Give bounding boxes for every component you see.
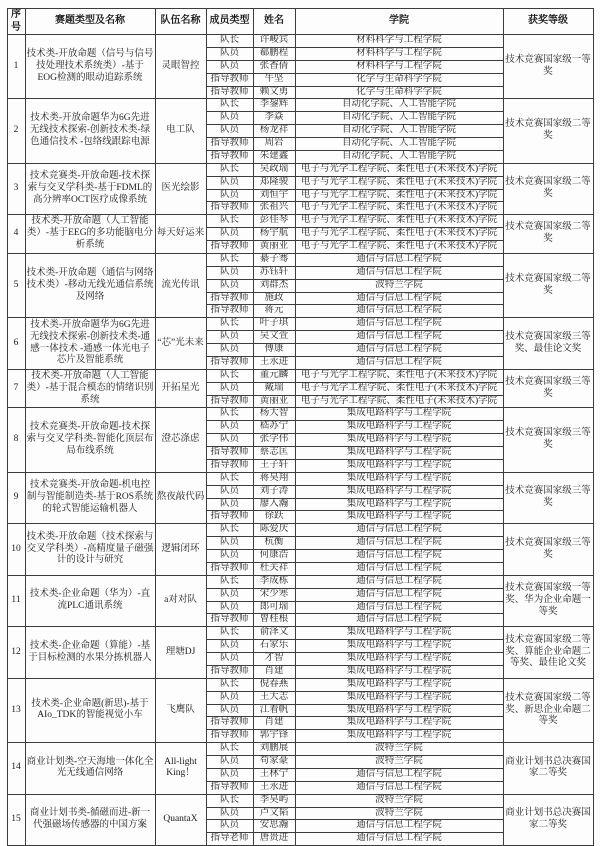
college-cell: 集成电路科学与工程学院	[295, 704, 503, 717]
member-name-cell: 石家乐	[253, 640, 295, 653]
header-row	[7, 9, 593, 35]
college-cell: 通信与信息工程学院	[295, 614, 503, 627]
member-role-cell: 队员	[206, 691, 253, 704]
member-role-cell: 队员	[206, 421, 253, 434]
member-name-cell: 俞泽文	[253, 627, 295, 640]
college-cell: 通信与信息工程学院	[295, 318, 503, 331]
member-role-cell: 指导教师	[206, 562, 253, 575]
member-role-cell: 指导教师	[206, 73, 253, 86]
award-cell: 技术竞赛国家级三等奖	[503, 524, 593, 576]
member-role-cell: 队员	[206, 266, 253, 279]
member-name-cell: 李鋆辉	[253, 99, 295, 112]
college-cell: 通信与信息工程学院	[295, 344, 503, 357]
award-cell: 技术竞赛国家级一等奖、华为企业命题一等奖	[503, 575, 593, 627]
member-name-cell: 吴文萱	[253, 331, 295, 344]
team-name-cell: 开拓星光	[155, 369, 206, 408]
member-role-cell: 队长	[206, 524, 253, 537]
member-row	[7, 524, 593, 537]
member-name-cell: 刘群杰	[253, 279, 295, 292]
member-row	[7, 627, 593, 640]
row-number-cell: 1	[7, 35, 25, 99]
member-name-cell: 杨龙祥	[253, 125, 295, 138]
member-name-cell: 彭佳琴	[253, 215, 295, 228]
member-role-cell: 队员	[206, 653, 253, 666]
college-cell: 自动化学院、人工智能学院	[295, 99, 503, 112]
college-cell: 自动化学院、人工智能学院	[295, 138, 503, 151]
team-name-cell: 灵眼智控	[155, 35, 206, 99]
topic-cell: 商业计划类-空天海地一体化全光无线通信网络	[25, 743, 155, 795]
row-number-cell: 10	[7, 524, 25, 576]
member-row	[7, 99, 593, 112]
member-name-cell: 卢文韬	[253, 807, 295, 820]
member-name-cell: 吴政瑞	[253, 163, 295, 176]
college-cell: 通信与信息工程学院	[295, 524, 503, 537]
college-cell: 化学与生命科学学院	[295, 73, 503, 86]
award-cell: 技术竞赛国家级三等奖	[503, 408, 593, 472]
college-cell: 通信与信息工程学院	[295, 550, 503, 563]
college-cell: 通信与信息工程学院	[295, 588, 503, 601]
award-cell: 技术竞赛国家级一等奖	[503, 35, 593, 99]
member-role-cell: 指导教师	[206, 447, 253, 460]
college-cell: 电子与光学工程学院、柔性电子(未来技术)学院	[295, 189, 503, 202]
member-name-cell: 廖入瀚	[253, 498, 295, 511]
row-number-cell: 13	[7, 678, 25, 742]
award-cell: 技术竞赛国家级三等奖、最佳论文奖	[503, 318, 593, 370]
team-table-body	[7, 35, 593, 846]
column-header-college: 学院	[295, 9, 503, 35]
member-name-cell: 张学伟	[253, 434, 295, 447]
college-cell: 集成电路科学与工程学院	[295, 678, 503, 691]
row-number-cell: 11	[7, 575, 25, 627]
member-name-cell: 苟家豪	[253, 756, 295, 769]
column-header-award: 获奖等级	[503, 9, 593, 35]
member-role-cell: 队员	[206, 189, 253, 202]
member-name-cell: 王林宁	[253, 768, 295, 781]
member-name-cell: 周岩	[253, 138, 295, 151]
member-name-cell: 苏钰轩	[253, 266, 295, 279]
member-name-cell: 何康浩	[253, 550, 295, 563]
member-role-cell: 指导教师	[206, 241, 253, 254]
member-role-cell: 队员	[206, 756, 253, 769]
topic-cell: 商业计划书类-循磁而进-新一代强磁场传感器的中国方案	[25, 794, 155, 846]
topic-cell: 技术竞赛类-开放命题-技术探索与交叉学科类-基于FDML的高分辨率OCT医疗成像系统	[25, 163, 155, 215]
member-role-cell: 队员	[206, 807, 253, 820]
member-role-cell: 队长	[206, 472, 253, 485]
member-role-cell: 指导老师	[206, 833, 253, 846]
member-name-cell: 张香倩	[253, 60, 295, 73]
college-cell: 通信与信息工程学院	[295, 575, 503, 588]
member-name-cell: 肖建	[253, 717, 295, 730]
row-number-cell: 9	[7, 472, 25, 524]
college-cell: 电子与光学工程学院、柔性电子(未来技术)学院	[295, 176, 503, 189]
college-cell: 集成电路科学与工程学院	[295, 472, 503, 485]
member-role-cell: 队长	[206, 627, 253, 640]
college-cell: 通信与信息工程学院	[295, 833, 503, 846]
college-cell: 自动化学院、人工智能学院	[295, 150, 503, 163]
award-cell: 技术竞赛国家级二等奖、算能企业命题二等奖、最佳论文奖	[503, 627, 593, 679]
member-role-cell: 指导教师	[206, 86, 253, 99]
member-name-cell: 李焱	[253, 112, 295, 125]
member-name-cell: 牛坚	[253, 73, 295, 86]
college-cell: 波特兰学院	[295, 794, 503, 807]
member-name-cell: 董元麟	[253, 369, 295, 382]
college-cell: 波特兰学院	[295, 756, 503, 769]
college-cell: 集成电路科学与工程学院	[295, 421, 503, 434]
member-name-cell: 郑隆骏	[253, 176, 295, 189]
member-role-cell: 指导教师	[206, 717, 253, 730]
member-role-cell: 指导教师	[206, 395, 253, 408]
member-role-cell: 队员	[206, 47, 253, 60]
college-cell: 集成电路科学与工程学院	[295, 408, 503, 421]
member-name-cell: 刘鹏展	[253, 743, 295, 756]
member-name-cell: 杭衡	[253, 537, 295, 550]
member-row	[7, 369, 593, 382]
column-header-role: 成员类型	[206, 9, 253, 35]
member-role-cell: 队员	[206, 820, 253, 833]
row-number-cell: 6	[7, 318, 25, 370]
college-cell: 波特兰学院	[295, 743, 503, 756]
member-role-cell: 指导教师	[206, 730, 253, 743]
member-role-cell: 指导教师	[206, 511, 253, 524]
member-name-cell: 王大志	[253, 691, 295, 704]
college-cell: 化学与生命科学学院	[295, 86, 503, 99]
college-cell: 通信与信息工程学院	[295, 305, 503, 318]
row-number-cell: 12	[7, 627, 25, 679]
member-role-cell: 队员	[206, 112, 253, 125]
member-name-cell: 李昊屿	[253, 794, 295, 807]
college-cell: 集成电路科学与工程学院	[295, 640, 503, 653]
member-name-cell: 王永进	[253, 781, 295, 794]
member-role-cell: 指导教师	[206, 305, 253, 318]
member-row	[7, 318, 593, 331]
member-role-cell: 队员	[206, 279, 253, 292]
member-role-cell: 队长	[206, 743, 253, 756]
member-name-cell: 李成栋	[253, 575, 295, 588]
member-name-cell: 才智	[253, 653, 295, 666]
college-cell: 集成电路科学与工程学院	[295, 717, 503, 730]
college-cell: 电子与光学工程学院、柔性电子(未来技术)学院	[295, 228, 503, 241]
member-role-cell: 队员	[206, 704, 253, 717]
college-cell: 集成电路科学与工程学院	[295, 730, 503, 743]
member-role-cell: 指导教师	[206, 292, 253, 305]
member-role-cell: 队长	[206, 215, 253, 228]
member-name-cell: 綦子骞	[253, 253, 295, 266]
member-role-cell: 队长	[206, 99, 253, 112]
college-cell: 电子与光学工程学院、柔性电子(未来技术)学院	[295, 215, 503, 228]
member-role-cell: 指导教师	[206, 202, 253, 215]
award-table	[7, 8, 594, 846]
college-cell: 集成电路科学与工程学院	[295, 627, 503, 640]
team-name-cell: a对对队	[155, 575, 206, 627]
college-cell: 集成电路科学与工程学院	[295, 653, 503, 666]
column-header-topic: 赛题类型及名称	[25, 9, 155, 35]
member-name-cell: 许峻宾	[253, 35, 295, 48]
member-name-cell: 刘恒宇	[253, 189, 295, 202]
column-header-team: 队伍名称	[155, 9, 206, 35]
member-role-cell: 队员	[206, 331, 253, 344]
member-role-cell: 队长	[206, 318, 253, 331]
college-cell: 通信与信息工程学院	[295, 356, 503, 369]
topic-cell: 技术类-企业命题（算能）-基于目标检测的水果分拣机器人	[25, 627, 155, 679]
award-cell: 技术竞赛国家级二等奖、新思企业命题二等奖	[503, 678, 593, 742]
college-cell: 集成电路科学与工程学院	[295, 498, 503, 511]
member-role-cell: 队长	[206, 575, 253, 588]
member-role-cell: 队员	[206, 550, 253, 563]
member-name-cell: 宋少寒	[253, 588, 295, 601]
member-role-cell: 队员	[206, 768, 253, 781]
member-name-cell: 杜关祥	[253, 562, 295, 575]
member-role-cell: 队长	[206, 35, 253, 48]
team-name-cell: 医光绘影	[155, 163, 206, 215]
member-name-cell: 朱建鑫	[253, 150, 295, 163]
award-cell: 技术竞赛国家级三等奖	[503, 472, 593, 524]
member-role-cell: 指导教师	[206, 665, 253, 678]
team-name-cell: “芯”光未来	[155, 318, 206, 370]
team-name-cell: 逻辑闭环	[155, 524, 206, 576]
college-cell: 通信与信息工程学院	[295, 331, 503, 344]
member-name-cell: 江着帆	[253, 704, 295, 717]
team-name-cell: 熬夜敲代码	[155, 472, 206, 524]
college-cell: 材料科学与工程学院	[295, 47, 503, 60]
member-role-cell: 队员	[206, 344, 253, 357]
member-row	[7, 163, 593, 176]
member-role-cell: 指导教师	[206, 614, 253, 627]
member-name-cell: 叶子琪	[253, 318, 295, 331]
topic-cell: 技术类-开放命题（技术探索与交叉学科类）-高精度量子磁强计的设计与研究	[25, 524, 155, 576]
team-name-cell: 流光传讯	[155, 253, 206, 317]
table-header	[7, 9, 593, 35]
college-cell: 电子与光学工程学院、柔性电子(未来技术)学院	[295, 369, 503, 382]
team-name-cell: 理塘DJ	[155, 627, 206, 679]
college-cell: 波特兰学院	[295, 807, 503, 820]
member-name-cell: 刘子涛	[253, 485, 295, 498]
row-number-cell: 2	[7, 99, 25, 163]
college-cell: 自动化学院、人工智能学院	[295, 112, 503, 125]
member-role-cell: 队员	[206, 60, 253, 73]
topic-cell: 技术竞赛类-开放命题-技术探索与交叉学科类-智能化顶层布局布线系统	[25, 408, 155, 472]
member-name-cell: 安思瀚	[253, 820, 295, 833]
member-name-cell: 蒋元	[253, 305, 295, 318]
team-name-cell: All-light King！	[155, 743, 206, 795]
team-name-cell: QuantaX	[155, 794, 206, 846]
member-name-cell: 陈爱庆	[253, 524, 295, 537]
member-role-cell: 队员	[206, 382, 253, 395]
award-cell: 技术竞赛国家级二等奖	[503, 253, 593, 317]
member-role-cell: 队员	[206, 601, 253, 614]
row-number-cell: 14	[7, 743, 25, 795]
college-cell: 电子与光学工程学院、柔性电子(未来技术)学院	[295, 202, 503, 215]
member-name-cell: 蒋昊翔	[253, 472, 295, 485]
college-cell: 电子与光学工程学院、柔性电子(未来技术)学院	[295, 163, 503, 176]
member-role-cell: 指导教师	[206, 150, 253, 163]
college-cell: 通信与信息工程学院	[295, 781, 503, 794]
member-name-cell: 王永进	[253, 356, 295, 369]
college-cell: 通信与信息工程学院	[295, 253, 503, 266]
member-name-cell: 曾桂根	[253, 614, 295, 627]
member-role-cell: 指导教师	[206, 138, 253, 151]
college-cell: 通信与信息工程学院	[295, 768, 503, 781]
college-cell: 电子与光学工程学院、柔性电子(未来技术)学院	[295, 241, 503, 254]
row-number-cell: 3	[7, 163, 25, 215]
team-name-cell: 电工队	[155, 99, 206, 163]
member-role-cell: 队长	[206, 369, 253, 382]
member-name-cell: 郭宇锋	[253, 730, 295, 743]
member-row	[7, 794, 593, 807]
member-role-cell: 队员	[206, 588, 253, 601]
member-name-cell: 蔡志匡	[253, 447, 295, 460]
college-cell: 集成电路科学与工程学院	[295, 665, 503, 678]
college-cell: 集成电路科学与工程学院	[295, 485, 503, 498]
member-name-cell: 赖文勇	[253, 86, 295, 99]
member-row	[7, 472, 593, 485]
member-role-cell: 指导教师	[206, 459, 253, 472]
topic-cell: 技术类-开放命题华为6G先进无线技术探索-创新技术类-绿色通信技术 -包络线跟踪电源	[25, 99, 155, 163]
member-name-cell: 施政	[253, 292, 295, 305]
topic-cell: 技术类-开放命题（人工智能类）-基于EEG的多功能脑电分析系统	[25, 215, 155, 254]
member-name-cell: 肖建	[253, 665, 295, 678]
member-row	[7, 253, 593, 266]
college-cell: 通信与信息工程学院	[295, 537, 503, 550]
topic-cell: 技术类-企业命题（华为）-直流PLC通讯系统	[25, 575, 155, 627]
member-role-cell: 队长	[206, 678, 253, 691]
row-number-cell: 7	[7, 369, 25, 408]
award-cell: 技术竞赛国家级二等奖	[503, 215, 593, 254]
college-cell: 电子与光学工程学院、柔性电子(未来技术)学院	[295, 382, 503, 395]
college-cell: 通信与信息工程学院	[295, 292, 503, 305]
member-name-cell: 张祖兴	[253, 202, 295, 215]
member-name-cell: 郎可瑞	[253, 601, 295, 614]
team-name-cell: 澄芯涤虑	[155, 408, 206, 472]
college-cell: 通信与信息工程学院	[295, 820, 503, 833]
college-cell: 材料科学与工程学院	[295, 60, 503, 73]
member-role-cell: 队长	[206, 408, 253, 421]
topic-cell: 技术类-开放命题（通信与网络技术类）-移动无线光通信系统及网络	[25, 253, 155, 317]
member-name-cell: 倪春燕	[253, 678, 295, 691]
member-row	[7, 408, 593, 421]
member-row	[7, 215, 593, 228]
member-name-cell: 黄丽亚	[253, 241, 295, 254]
college-cell: 集成电路科学与工程学院	[295, 459, 503, 472]
college-cell: 通信与信息工程学院	[295, 562, 503, 575]
row-number-cell: 8	[7, 408, 25, 472]
award-cell: 商业计划书总决赛国家二等奖	[503, 794, 593, 846]
member-role-cell: 队员	[206, 228, 253, 241]
college-cell: 波特兰学院	[295, 279, 503, 292]
member-role-cell: 指导教师	[206, 356, 253, 369]
member-name-cell: 唐贵进	[253, 833, 295, 846]
member-row	[7, 575, 593, 588]
team-name-cell: 每天好运来	[155, 215, 206, 254]
member-row	[7, 35, 593, 48]
award-cell: 技术竞赛国家级三等奖	[503, 369, 593, 408]
college-cell: 集成电路科学与工程学院	[295, 447, 503, 460]
topic-cell: 技术类-企业命题(新思)-基于AIo_TDK的智能视觉小车	[25, 678, 155, 742]
college-cell: 电子与光学工程学院、柔性电子(未来技术)学院	[295, 395, 503, 408]
college-cell: 自动化学院、人工智能学院	[295, 125, 503, 138]
member-name-cell: 杨大智	[253, 408, 295, 421]
column-header-no: 序号	[7, 9, 25, 35]
topic-cell: 技术类-开放命题（人工智能类）-基于混合模态的情绪识别系统	[25, 369, 155, 408]
row-number-cell: 15	[7, 794, 25, 846]
college-cell: 集成电路科学与工程学院	[295, 511, 503, 524]
topic-cell: 技术类-开放命题（信号与信号技处理技术系统类）-基于EOG检测的眼动追踪系统	[25, 35, 155, 99]
member-role-cell: 队长	[206, 794, 253, 807]
member-name-cell: 徐跃	[253, 511, 295, 524]
member-role-cell: 队员	[206, 434, 253, 447]
member-role-cell: 队员	[206, 485, 253, 498]
topic-cell: 技术类-开放命题华为6G先进无线技术探索-创新技术类-通感一体技术 -通感一体光电子芯片及智能系统	[25, 318, 155, 370]
member-role-cell: 队长	[206, 163, 253, 176]
row-number-cell: 5	[7, 253, 25, 317]
member-name-cell: 戴瑞	[253, 382, 295, 395]
member-name-cell: 王子轩	[253, 459, 295, 472]
member-name-cell: 嵇苏宁	[253, 421, 295, 434]
member-role-cell: 队长	[206, 253, 253, 266]
member-role-cell: 指导教师	[206, 781, 253, 794]
award-cell: 技术竞赛国家级二等奖	[503, 163, 593, 215]
member-role-cell: 队员	[206, 176, 253, 189]
member-name-cell: 傅康	[253, 344, 295, 357]
member-role-cell: 队员	[206, 640, 253, 653]
team-name-cell: 飞鹰队	[155, 678, 206, 742]
award-cell: 商业计划书总决赛国家二等奖	[503, 743, 593, 795]
college-cell: 集成电路科学与工程学院	[295, 434, 503, 447]
member-role-cell: 队员	[206, 125, 253, 138]
member-name-cell: 黄丽亚	[253, 395, 295, 408]
member-role-cell: 队员	[206, 537, 253, 550]
member-role-cell: 队员	[206, 498, 253, 511]
college-cell: 材料科学与工程学院	[295, 35, 503, 48]
member-row	[7, 678, 593, 691]
member-name-cell: 郗鹏程	[253, 47, 295, 60]
college-cell: 通信与信息工程学院	[295, 266, 503, 279]
college-cell: 集成电路科学与工程学院	[295, 691, 503, 704]
member-row	[7, 743, 593, 756]
award-cell: 技术竞赛国家级二等奖	[503, 99, 593, 163]
college-cell: 通信与信息工程学院	[295, 601, 503, 614]
topic-cell: 技术竞赛类-开放命题-机电控制与智能制造类-基于ROS系统的轮式智能运输机器人	[25, 472, 155, 524]
row-number-cell: 4	[7, 215, 25, 254]
column-header-name: 姓名	[253, 9, 295, 35]
member-name-cell: 杨宇航	[253, 228, 295, 241]
